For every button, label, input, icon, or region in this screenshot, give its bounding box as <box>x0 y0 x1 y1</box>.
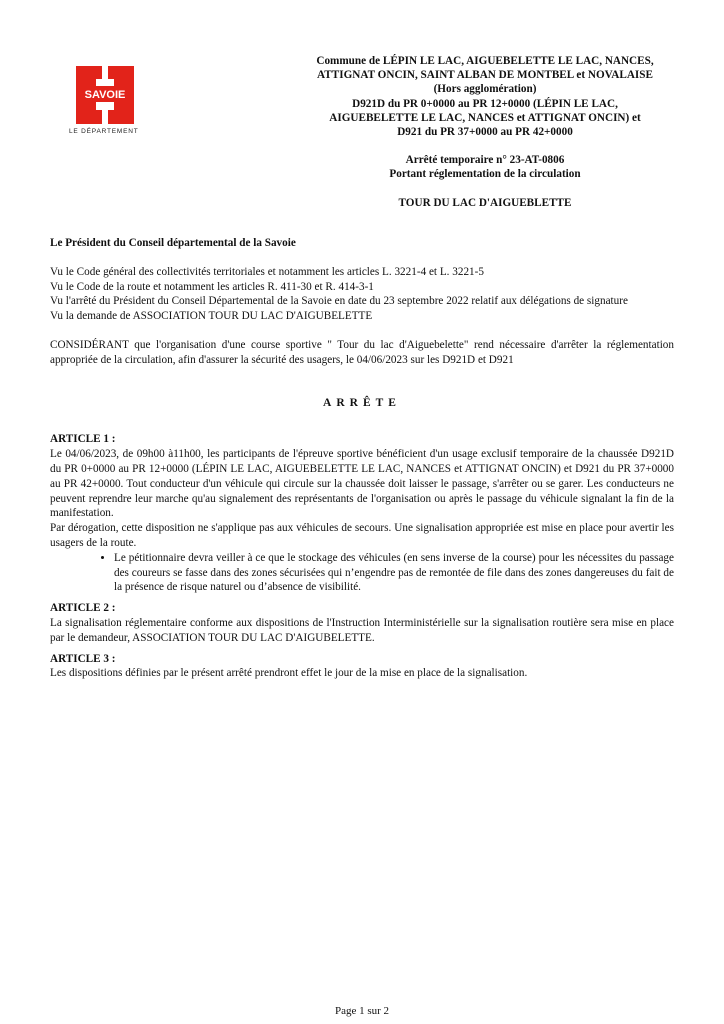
vu-line: Vu l'arrêté du Président du Conseil Départemental de la Savoie en date du 23 septembre 2022 relatif aux délégations de signature <box>50 295 628 308</box>
document-body <box>50 236 674 681</box>
vu-line: Vu la demande de ASSOCIATION TOUR DU LAC D'AIGUBELETTE <box>50 310 373 323</box>
article2-title: ARTICLE 2 : <box>50 602 116 615</box>
article1-derogation: Par dérogation, cette disposition ne s'applique pas aux véhicules de secours. Une signalisation appropriée est mise en place pour avertir les usagers de la route. <box>50 522 674 549</box>
commune-line: D921 du PR 37+0000 au PR 42+0000 <box>397 126 573 139</box>
commune-line: (Hors agglomération) <box>433 83 537 96</box>
arrete-number: Arrêté temporaire n° 23-AT-0806 <box>405 154 565 167</box>
logo-subtitle: LE DÉPARTEMENT <box>69 128 139 135</box>
arrete-heading: ARRÊTE <box>323 396 401 409</box>
savoie-cross-icon <box>76 66 134 124</box>
page-number: Page 1 sur 2 <box>334 1005 390 1017</box>
vu-line: Vu le Code général des collectivités territoriales et notamment les articles L. 3221-4 et L. 3221-5 <box>50 265 484 278</box>
article2-text: La signalisation réglementaire conforme aux dispositions de l'Instruction Interministérielle sur la signalisation routière sera mise en place par le demandeur, ASSOCIATION TOUR DU LAC D'AIGUBELETTE. <box>50 616 674 644</box>
vu-line: Vu le Code de la route et notamment les articles R. 411-30 et R. 414-3-1 <box>50 280 374 293</box>
commune-line: ATTIGNAT ONCIN, SAINT ALBAN DE MONTBEL et NOVALAISE <box>317 69 653 82</box>
document-header <box>285 54 685 210</box>
commune-line: Commune de LÉPIN LE LAC, AIGUEBELETTE LE LAC, NANCES, <box>316 55 654 67</box>
article3-title: ARTICLE 3 : <box>50 652 116 665</box>
article1-title: ARTICLE 1 : <box>50 433 116 446</box>
savoie-logo <box>66 66 144 135</box>
arrete-subject: Portant réglementation de la circulation <box>389 168 581 181</box>
considerant-paragraph: CONSIDÉRANT que l'organisation d'une course sportive " Tour du lac d'Aiguebelette" rend nécessaire d'arrêter la réglementation appropriée de la circulation, afin d'assurer la sécurité des usagers, le 04/06/2023 sur les D921D et D921 <box>50 338 674 366</box>
article1-list <box>50 551 674 595</box>
article1-text: Le 04/06/2023, de 09h00 à11h00, les participants de l'épreuve sportive bénéficient d'un usage exclusif temporaire de la chaussée D921D du PR 0+0000 au PR 12+0000 (LÉPIN LE LAC, AIGUEBELETTE LE LAC, NANCES et ATTIGNAT ONCIN) et D921 du PR 37+0000 au PR 42+0000. Tout conducteur d'un véhicule qui circule sur la chaussée doit laisser le passage, s'arrêter ou se garer. Les conducteurs ne peuvent reprendre leur marche qu'au signalement des représentants de l'organisation ou après le passage du véhicule signalant la fin de la manifestation. <box>50 448 674 520</box>
list-item: • Le pétitionnaire devra veiller à ce que le stockage des véhicules (en sens inverse de la course) pour les nécessites du passage des coureurs se fasse dans des zones sécurisées qui n’engendre pas de remontée de file dans des zones dangereuses du fait de la présence de risque naturel ou d’absence de visibilité. <box>114 551 674 595</box>
logo-text: SAVOIE <box>84 89 126 101</box>
event-title: TOUR DU LAC D'AIGUEBLETTE <box>398 196 572 209</box>
article3-text: Les dispositions définies par le présent arrêté prendront effet le jour de la mise en place de la signalisation. <box>50 667 528 680</box>
president-line: Le Président du Conseil départemental de la Savoie <box>50 237 296 249</box>
commune-line: D921D du PR 0+0000 au PR 12+0000 (LÉPIN LE LAC, <box>352 97 618 110</box>
commune-line: AIGUEBELETTE LE LAC, NANCES et ATTIGNAT ONCIN) et <box>329 111 641 124</box>
